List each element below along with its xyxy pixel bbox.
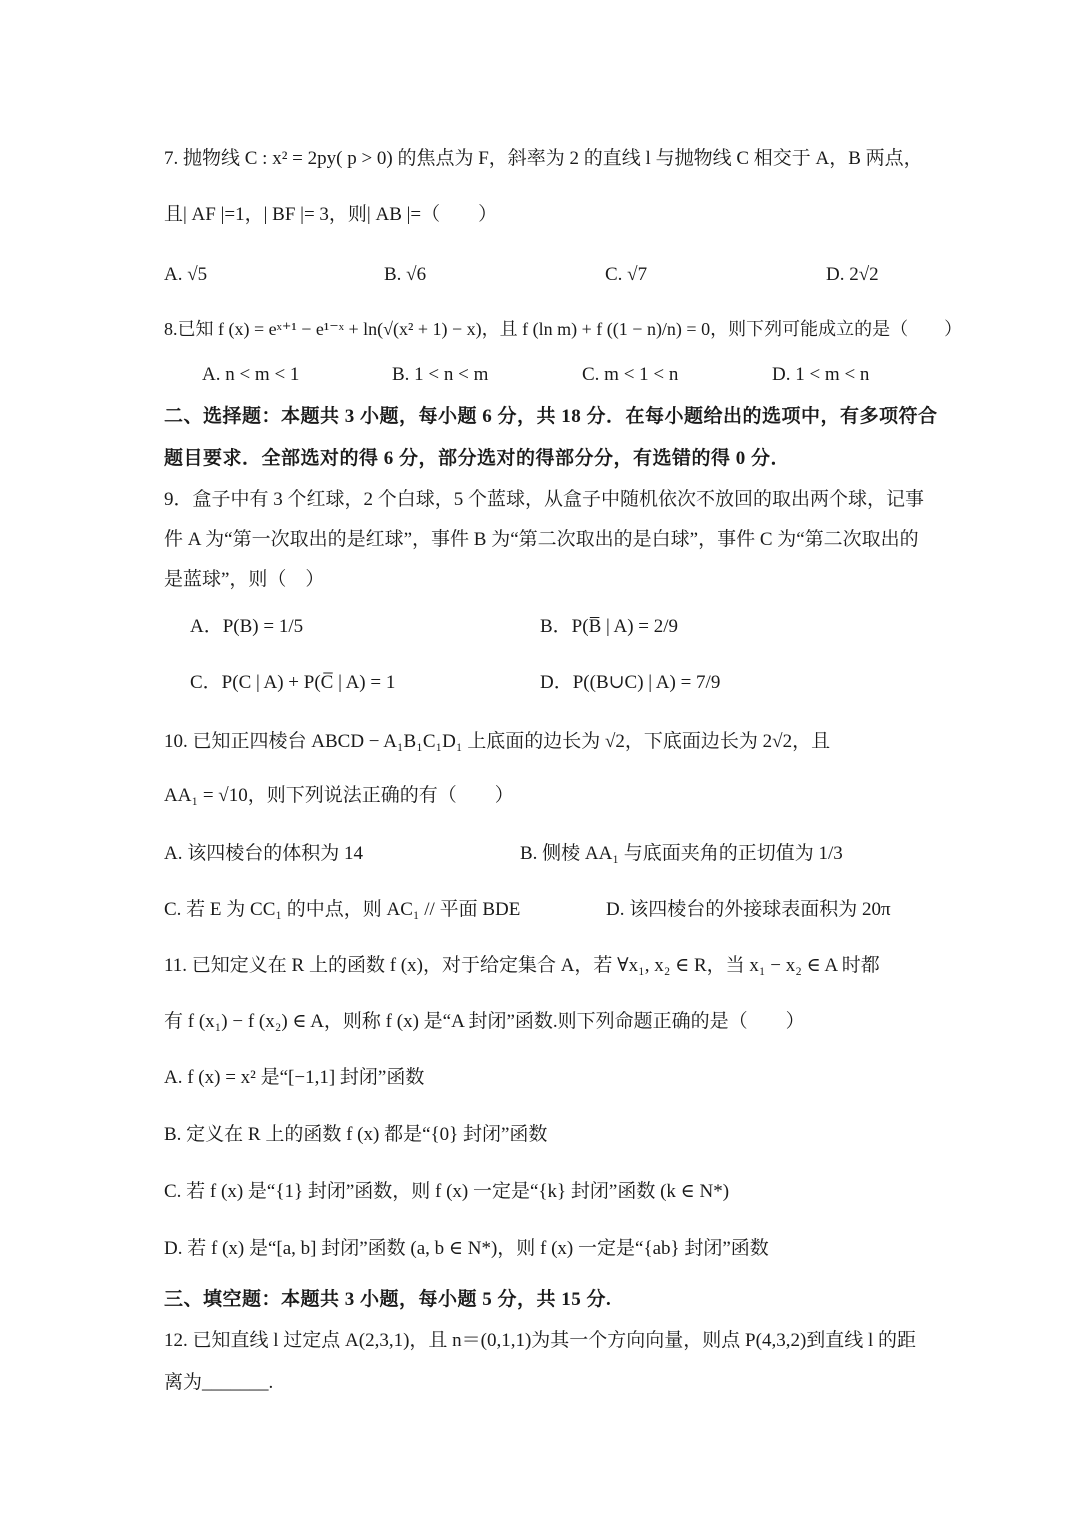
q7-option-b: B. √6: [384, 264, 427, 285]
q10-option-c: C. 若 E 为 CC₁ 的中点，则 AC₁ // 平面 BDE: [164, 899, 521, 920]
q10-stem-line1: 10. 已知正四棱台 ABCD − A₁B₁C₁D₁ 上底面的边长为 √2，下底面边长为 2√2，且: [164, 731, 831, 752]
q8-option-b: B. 1 < n < m: [392, 364, 489, 385]
q11-option-c: C. 若 f (x) 是“{1} 封闭”函数，则 f (x) 一定是“{k} 封闭”函数 (k ∈ N*): [164, 1181, 730, 1202]
q10-option-d: D. 该四棱台的外接球表面积为 20π: [606, 899, 891, 920]
section2-heading-line1: 二、选择题：本题共 3 小题，每小题 6 分，共 18 分．在每小题给出的选项中，有多项符合: [164, 406, 938, 427]
q9-stem-line3: 是蓝球”，则（ ）: [164, 569, 325, 590]
q8-option-d: D. 1 < m < n: [772, 364, 870, 385]
q10-option-b: B. 侧棱 AA₁ 与底面夹角的正切值为 1/3: [520, 843, 843, 864]
q7-option-c: C. √7: [605, 264, 648, 285]
q11-option-a: A. f (x) = x² 是“[−1,1] 封闭”函数: [164, 1067, 425, 1088]
section3-heading: 三、填空题：本题共 3 小题，每小题 5 分，共 15 分.: [164, 1289, 612, 1310]
section2-heading-line2: 题目要求．全部选对的得 6 分，部分选对的得部分分，有选错的得 0 分．: [164, 448, 791, 469]
q8-stem: 8.已知 f (x) = eˣ⁺¹ − e¹⁻ˣ + ln(√(x² + 1) − x)，且 f (ln m) + f ((1 − n)/n) = 0，则下列可能成立的是（ ）: [164, 319, 963, 339]
q12-stem-line2: 离为_______.: [164, 1372, 274, 1393]
q11-stem-line1: 11. 已知定义在 R 上的函数 f (x)，对于给定集合 A，若 ∀x₁, x₂ ∈ R，当 x₁ − x₂ ∈ A 时都: [164, 955, 880, 976]
q7-stem-line2: 且| AF |=1，| BF |= 3，则| AB |=（ ）: [164, 204, 498, 225]
q8-option-a: A. n < m < 1: [202, 364, 300, 385]
q9-option-c: C．P(C | A) + P(C̅ | A) = 1: [190, 672, 396, 693]
q8-option-c: C. m < 1 < n: [582, 364, 679, 385]
q7-stem-line1: 7. 抛物线 C : x² = 2py( p > 0) 的焦点为 F，斜率为 2 的直线 l 与抛物线 C 相交于 A，B 两点，: [164, 148, 923, 169]
q9-option-d: D．P((B∪C) | A) = 7/9: [540, 672, 721, 693]
q7-option-a: A. √5: [164, 264, 208, 285]
q11-stem-line2: 有 f (x₁) − f (x₂) ∈ A，则称 f (x) 是“A 封闭”函数.则下列命题正确的是（ ）: [164, 1011, 805, 1032]
q9-option-a: A．P(B) = 1/5: [190, 616, 304, 637]
q9-stem-line1: 9．盒子中有 3 个红球，2 个白球，5 个蓝球，从盒子中随机依次不放回的取出两个球，记事: [164, 489, 925, 510]
q10-option-a: A. 该四棱台的体积为 14: [164, 843, 363, 864]
q11-option-d: D. 若 f (x) 是“[a, b] 封闭”函数 (a, b ∈ N*)，则 f (x) 一定是“{ab} 封闭”函数: [164, 1238, 769, 1259]
q10-stem-line2: AA₁ = √10，则下列说法正确的有（ ）: [164, 785, 514, 806]
q11-option-b: B. 定义在 R 上的函数 f (x) 都是“{0} 封闭”函数: [164, 1124, 548, 1145]
q12-stem-line1: 12. 已知直线 l 过定点 A(2,3,1)，且 n＝(0,1,1)为其一个方向向量，则点 P(4,3,2)到直线 l 的距: [164, 1330, 917, 1351]
q9-option-b: B．P(B̅ | A) = 2/9: [540, 616, 679, 637]
q9-stem-line2: 件 A 为“第一次取出的是红球”，事件 B 为“第二次取出的是白球”，事件 C 为“第二次取出的: [164, 529, 919, 550]
q7-option-d: D. 2√2: [826, 264, 879, 285]
